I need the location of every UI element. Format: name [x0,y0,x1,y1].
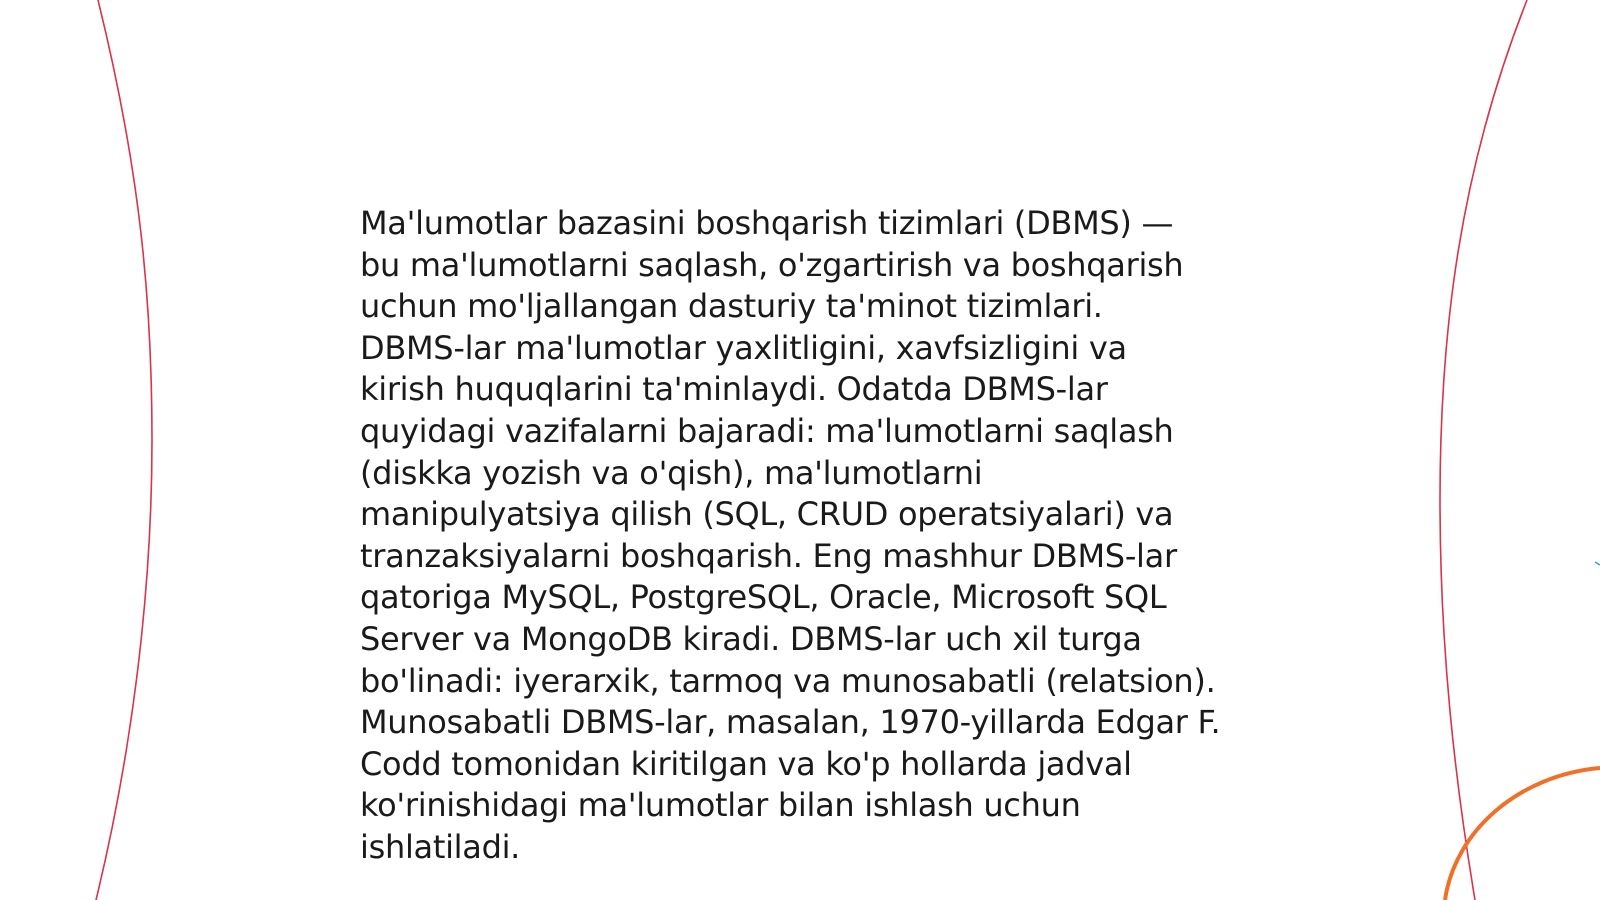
right-orange-arc [1445,768,1600,900]
right-curve-line [1440,0,1527,900]
left-curve-line [96,0,152,900]
body-paragraph: Ma'lumotlar bazasini boshqarish tizimlari (DBMS) — bu ma'lumotlarni saqlash, o'zgartirish va boshqarish uchun mo'ljallangan dasturiy ta'minot tizimlari. DBMS-lar ma'lumotlar yaxlitligini, xavfsizligini va kirish huquqlarini ta'minlaydi. Odatda DBMS-lar quyidagi vazifalarni bajaradi: ma'lumotlarni saqlash (diskka yozish va o'qish), ma'lumotlarni manipulyatsiya qilish (SQL, CRUD operatsiyalari) va tranzaksiyalarni boshqarish. Eng mashhur DBMS-lar qatoriga MySQL, PostgreSQL, Oracle, Microsoft SQL Server va MongoDB kiradi. DBMS-lar uch xil turga bo'linadi: iyerarxik, tarmoq va munosabatli (relatsion). Munosabatli DBMS-lar, masalan, 1970-yillarda Edgar F. Codd tomonidan kiritilgan va ko'p hollarda jadval ko'rinishidagi ma'lumotlar bilan ishlash uchun ishlatiladi. [360,204,1221,866]
right-blue-tick [1595,562,1600,565]
